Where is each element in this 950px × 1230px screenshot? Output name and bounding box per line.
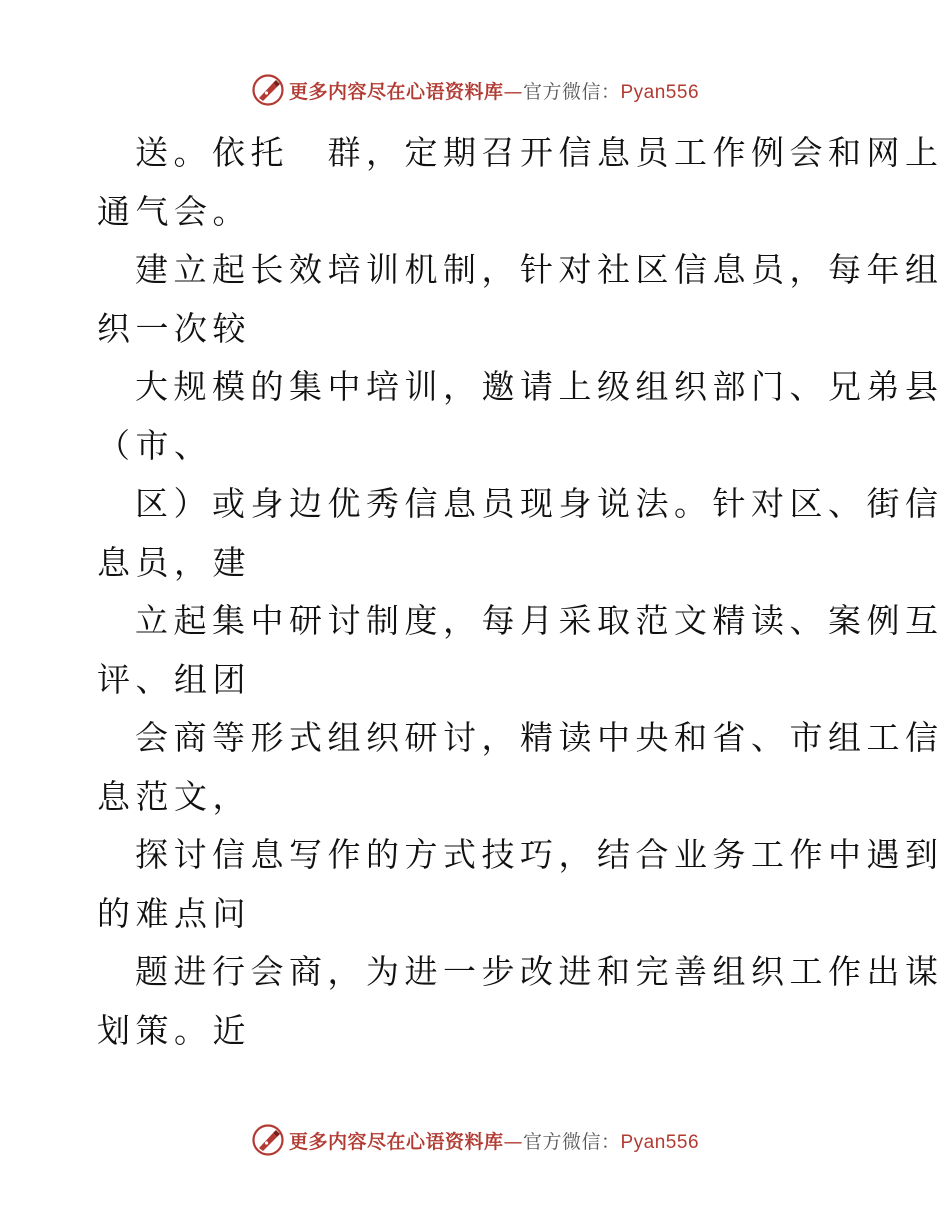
text-line: 立起集中研讨制度，每月采取范文精读、案例互 <box>135 601 944 640</box>
text-line: 送。依托 群，定期召开信息员工作例会和网上 <box>135 133 944 172</box>
text-line: 探讨信息写作的方式技巧，结合业务工作中遇到 <box>135 835 944 874</box>
header-banner-text <box>289 77 699 104</box>
text-line: （市、 <box>97 425 213 465</box>
text-line: 区）或身边优秀信息员现身说法。针对区、街信 <box>135 484 944 523</box>
text-line: 息员，建 <box>97 542 251 582</box>
text-line: 题进行会商，为进一步改进和完善组织工作出谋 <box>135 952 944 991</box>
footer-banner-text <box>289 1127 699 1154</box>
header-banner <box>0 70 950 110</box>
text-line: 建立起长效培训机制，针对社区信息员，每年组 <box>135 250 944 289</box>
banner-site-name: 更多内容尽在心语资料库 <box>288 1130 504 1153</box>
text-line: 通气会。 <box>97 191 251 231</box>
text-line: 织一次较 <box>97 308 251 348</box>
pen-nib-logo-icon <box>251 1123 285 1157</box>
pen-nib-logo-icon <box>251 73 285 107</box>
banner-wechat-id: Pyan556 <box>620 1131 700 1153</box>
text-line: 划策。近 <box>97 1010 251 1050</box>
document-body <box>97 124 944 1060</box>
text-line: 息范文， <box>97 776 251 816</box>
banner-wechat-label: 官方微信： <box>522 80 621 103</box>
banner-wechat-label: 官方微信： <box>522 1130 621 1153</box>
footer-banner <box>0 1120 950 1160</box>
banner-wechat-id: Pyan556 <box>620 81 700 103</box>
banner-site-name: 更多内容尽在心语资料库 <box>288 80 504 103</box>
text-line: 大规模的集中培训，邀请上级组织部门、兄弟县 <box>135 367 944 406</box>
text-line: 会商等形式组织研讨，精读中央和省、市组工信 <box>135 718 944 757</box>
banner-dash: — <box>503 80 523 103</box>
banner-dash: — <box>503 1130 523 1153</box>
text-line: 评、组团 <box>97 659 251 699</box>
text-line: 的难点问 <box>97 893 251 933</box>
